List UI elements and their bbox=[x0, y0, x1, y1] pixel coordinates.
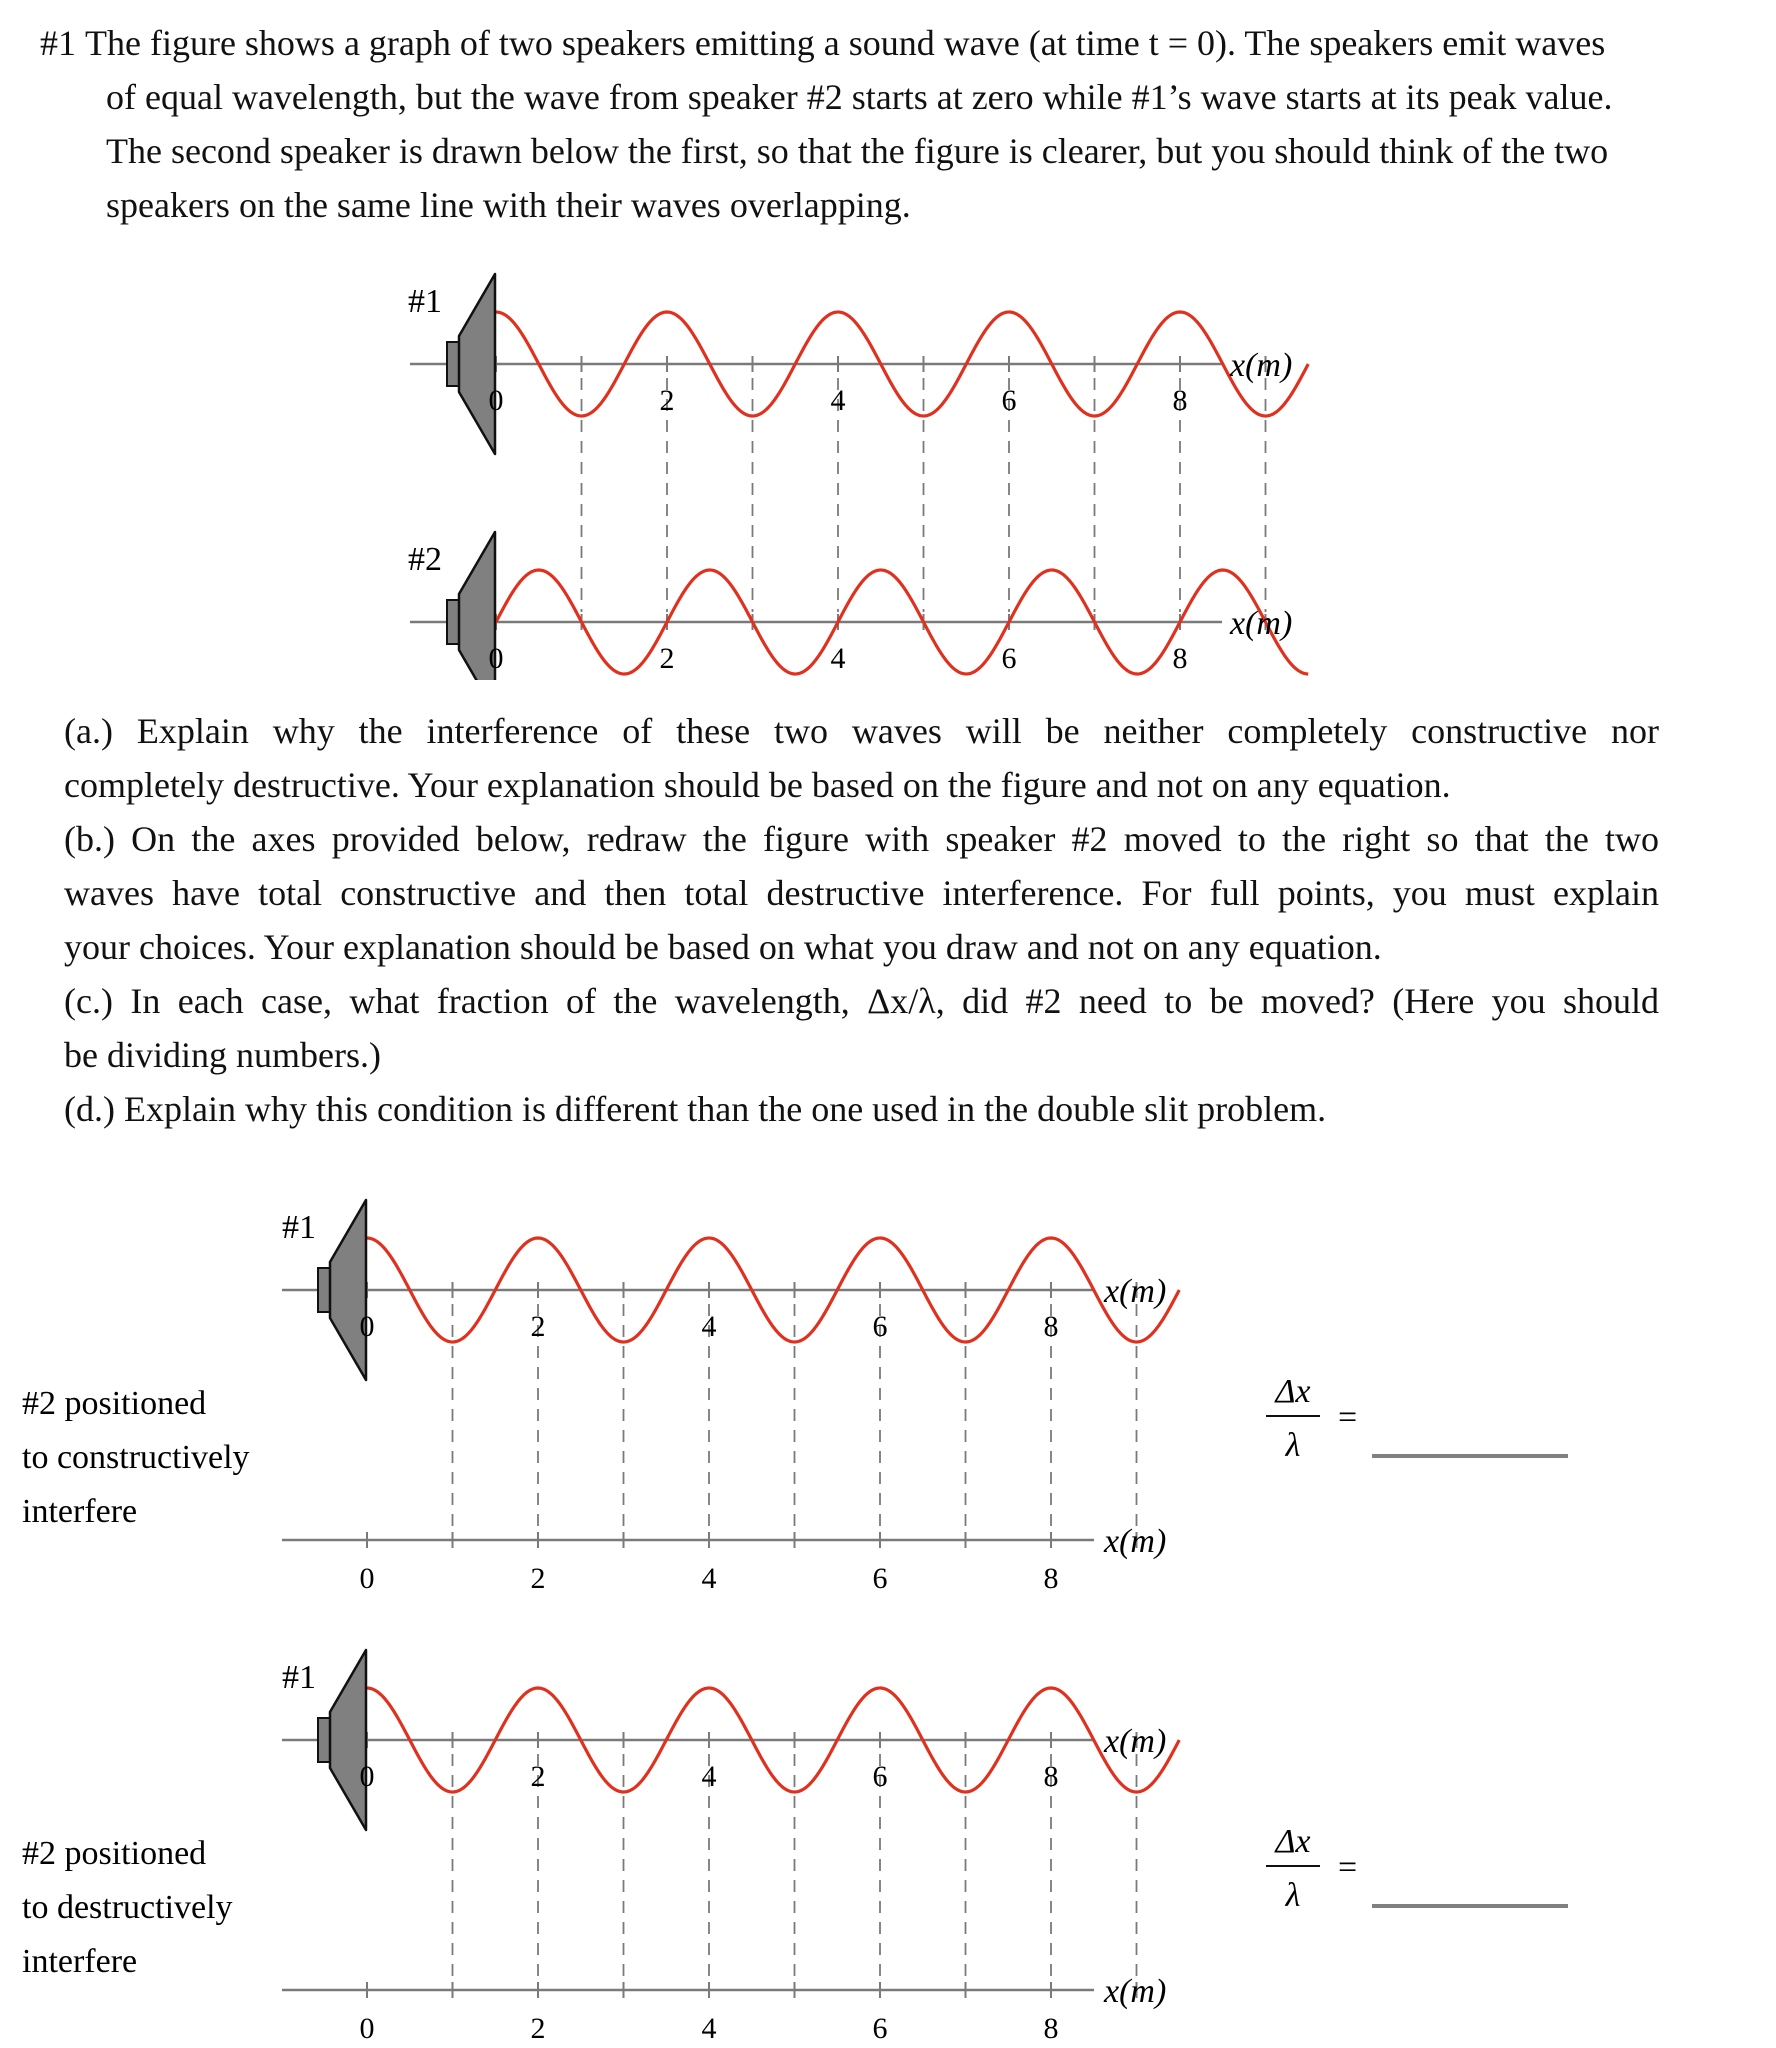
destructive-answer-panel bbox=[0, 1630, 1776, 2048]
panel2-fraction-numerator: Δx bbox=[1275, 1823, 1311, 1860]
speaker2-axis-tick-label-8: 8 bbox=[1172, 642, 1188, 675]
panel2-speaker1-label: #1 bbox=[282, 1659, 316, 1696]
panel2-side-label-line-2: to destructively bbox=[22, 1889, 233, 1926]
part-b-line-1: (b.) On the axes provided below, redraw the figure with speaker #2 moved to the right so that the two bbox=[64, 819, 1659, 859]
speaker2-axis-label: x(m) bbox=[1230, 605, 1293, 642]
panel1-speaker1-label: #1 bbox=[282, 1209, 316, 1246]
panel1-blank-axis-tick-label-2: 2 bbox=[530, 1562, 546, 1595]
panel1-side-label-line-3: interfere bbox=[22, 1493, 138, 1530]
panel2-fraction-denominator: λ bbox=[1285, 1877, 1301, 1914]
panel2-speaker1-axis-tick-label-8: 8 bbox=[1043, 1760, 1059, 1793]
part-c-line-1: (c.) In each case, what fraction of the wavelength, Δx/λ, did #2 need to be moved? (Here you should bbox=[64, 981, 1659, 1021]
speaker2-axis-tick-label-2: 2 bbox=[659, 642, 675, 675]
panel1-speaker1-axis-tick-label-4: 4 bbox=[701, 1310, 717, 1343]
panel1-speaker1-axis-tick-label-2: 2 bbox=[530, 1310, 546, 1343]
panel1-speaker1-cone bbox=[330, 1200, 366, 1380]
speaker1-axis-tick-label-8: 8 bbox=[1172, 384, 1188, 417]
panel2-side-label-line-1: #2 positioned bbox=[22, 1835, 207, 1872]
speaker2-axis-tick-label-6: 6 bbox=[1001, 642, 1017, 675]
panel2-blank-axis-tick-label-0: 0 bbox=[359, 2012, 375, 2045]
panel1-speaker1-axis-tick-label-6: 6 bbox=[872, 1310, 888, 1343]
panel2-speaker1-axis-label: x(m) bbox=[1104, 1723, 1167, 1760]
two-speaker-figure bbox=[0, 260, 1776, 680]
problem-parts bbox=[64, 704, 1659, 1136]
problem-intro bbox=[40, 16, 1740, 232]
panel1-speaker1-axis-label: x(m) bbox=[1104, 1273, 1167, 1310]
panel1-fraction-denominator: λ bbox=[1285, 1427, 1301, 1464]
speaker2-axis-tick-label-4: 4 bbox=[830, 642, 846, 675]
panel2-equals: = bbox=[1338, 1849, 1358, 1886]
part-a-line-2: completely destructive. Your explanation should be based on the figure and not on any equation. bbox=[64, 765, 1451, 805]
panel1-speaker1-axis-tick-label-8: 8 bbox=[1043, 1310, 1059, 1343]
part-d-line-1: (d.) Explain why this condition is different than the one used in the double slit problem. bbox=[64, 1089, 1327, 1129]
panel2-speaker1-axis-tick-label-0: 0 bbox=[359, 1760, 375, 1793]
panel2-blank-axis-tick-label-2: 2 bbox=[530, 2012, 546, 2045]
panel2-speaker1-magnet bbox=[318, 1718, 330, 1762]
panel2-blank-axis-label: x(m) bbox=[1104, 1973, 1167, 2010]
speaker1-axis-tick-label-6: 6 bbox=[1001, 384, 1017, 417]
panel1-side-label-line-2: to constructively bbox=[22, 1439, 250, 1476]
speaker1-axis-label: x(m) bbox=[1230, 347, 1293, 384]
panel2-speaker1-axis-tick-label-6: 6 bbox=[872, 1760, 888, 1793]
constructive-answer-panel bbox=[0, 1180, 1776, 1600]
speaker1-label: #1 bbox=[408, 283, 442, 320]
panel1-blank-axis-tick-label-0: 0 bbox=[359, 1562, 375, 1595]
panel1-equals: = bbox=[1338, 1399, 1358, 1436]
part-c-line-2: be dividing numbers.) bbox=[64, 1035, 381, 1075]
panel1-blank-axis-tick-label-6: 6 bbox=[872, 1562, 888, 1595]
panel2-blank-axis-tick-label-8: 8 bbox=[1043, 2012, 1059, 2045]
speaker2-axis-tick-label-0: 0 bbox=[488, 642, 504, 675]
speaker1-magnet bbox=[447, 342, 459, 386]
panel2-speaker1-axis-tick-label-2: 2 bbox=[530, 1760, 546, 1793]
panel2-speaker1-axis-tick-label-4: 4 bbox=[701, 1760, 717, 1793]
speaker2-label: #2 bbox=[408, 541, 442, 578]
intro-line-3: The second speaker is drawn below the first, so that the figure is clearer, but you should think of the two bbox=[106, 131, 1609, 171]
speaker1-cone bbox=[459, 274, 495, 454]
part-b-line-2: waves have total constructive and then total destructive interference. For full points, you must explain bbox=[64, 873, 1659, 913]
panel1-fraction-numerator: Δx bbox=[1275, 1373, 1311, 1410]
panel1-blank-axis-label: x(m) bbox=[1104, 1523, 1167, 1560]
panel1-speaker1-magnet bbox=[318, 1268, 330, 1312]
panel1-side-label-line-1: #2 positioned bbox=[22, 1385, 207, 1422]
part-b-line-3: your choices. Your explanation should be based on what you draw and not on any equation. bbox=[64, 927, 1382, 967]
speaker1-axis-tick-label-0: 0 bbox=[488, 384, 504, 417]
part-a-line-1: (a.) Explain why the interference of these two waves will be neither completely constructive nor bbox=[64, 711, 1659, 751]
panel2-blank-axis-tick-label-4: 4 bbox=[701, 2012, 717, 2045]
panel1-speaker1-axis-tick-label-0: 0 bbox=[359, 1310, 375, 1343]
panel1-blank-axis-tick-label-8: 8 bbox=[1043, 1562, 1059, 1595]
panel2-speaker1-cone bbox=[330, 1650, 366, 1830]
panel2-blank-axis-tick-label-6: 6 bbox=[872, 2012, 888, 2045]
speaker1-axis-tick-label-4: 4 bbox=[830, 384, 846, 417]
panel1-blank-axis-tick-label-4: 4 bbox=[701, 1562, 717, 1595]
intro-line-1: #1 The figure shows a graph of two speakers emitting a sound wave (at time t = 0). The speakers emit waves bbox=[40, 23, 1606, 63]
speaker2-magnet bbox=[447, 600, 459, 644]
intro-line-4: speakers on the same line with their waves overlapping. bbox=[106, 185, 911, 225]
panel2-side-label-line-3: interfere bbox=[22, 1943, 138, 1980]
speaker1-axis-tick-label-2: 2 bbox=[659, 384, 675, 417]
intro-line-2: of equal wavelength, but the wave from speaker #2 starts at zero while #1’s wave starts at its peak value. bbox=[106, 77, 1613, 117]
